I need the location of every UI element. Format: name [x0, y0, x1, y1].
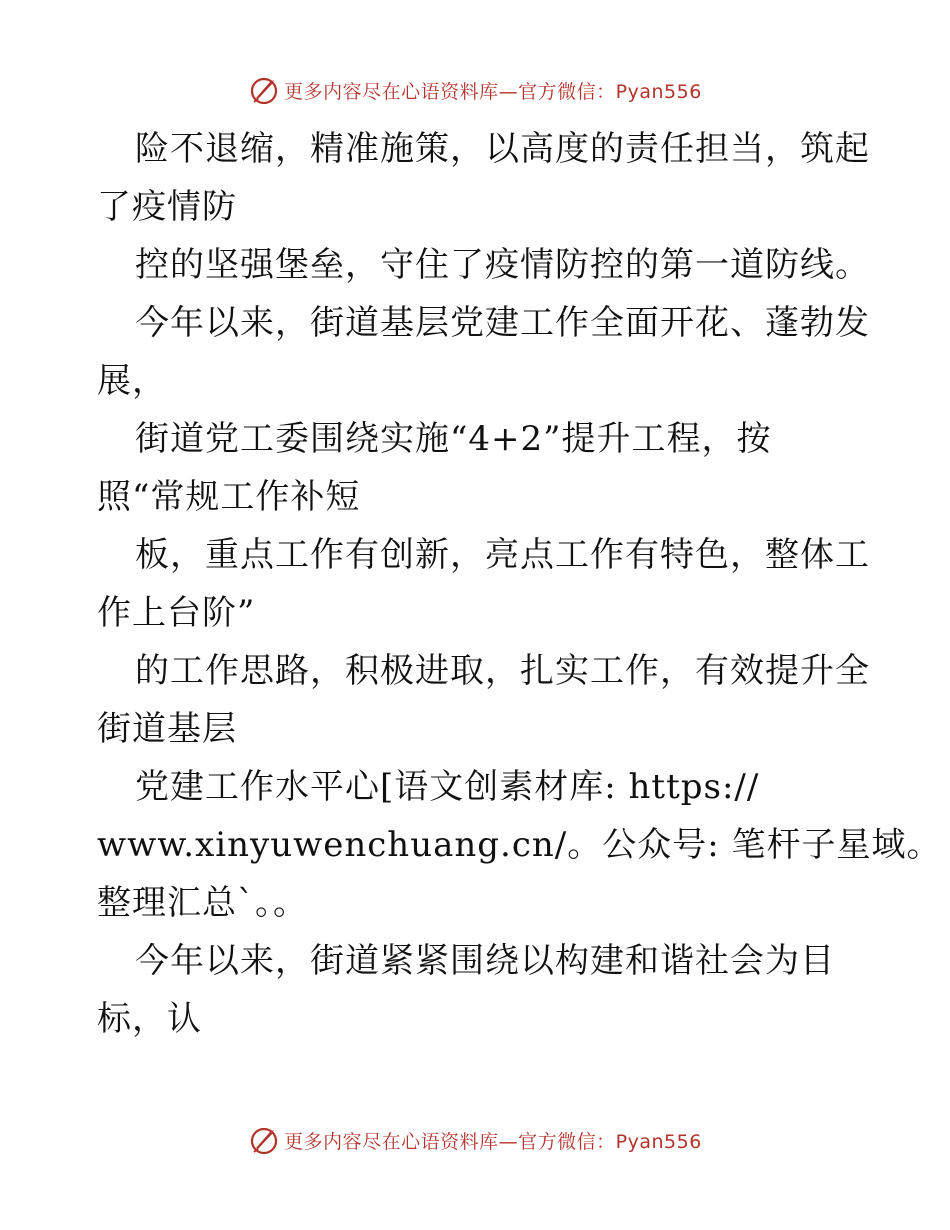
text-line: 党建工作水平心[语文创素材库: https://	[135, 767, 760, 807]
text-line: 作上台阶”	[97, 593, 256, 633]
footer-brand-text: 更多内容尽在心语资料库—官方微信：Pyan556	[284, 1130, 702, 1153]
text-line: 街道党工委围绕实施“4+2”提升工程，按	[135, 419, 772, 459]
text-line: 今年以来，街道紧紧围绕以构建和谐社会为目	[135, 941, 835, 981]
text-line: 板，重点工作有创新，亮点工作有特色，整体工	[135, 535, 870, 575]
quill-pen-logo-icon	[248, 1124, 280, 1156]
text-line: 险不退缩，精准施策，以高度的责任担当，筑起	[135, 129, 870, 169]
text-line: 整理汇总`。。	[97, 883, 308, 923]
footer-banner	[0, 1120, 950, 1160]
text-line: 展，	[97, 361, 167, 401]
text-line: 了疫情防	[97, 187, 237, 227]
quill-pen-logo-icon	[248, 74, 280, 106]
text-line: 街道基层	[97, 709, 237, 749]
text-line: 的工作思路，积极进取，扎实工作，有效提升全	[135, 651, 870, 691]
document-body	[97, 120, 942, 1048]
text-line: 今年以来，街道基层党建工作全面开花、蓬勃发	[135, 303, 870, 343]
text-line: 照“常规工作补短	[97, 477, 361, 517]
text-line: www.xinyuwenchuang.cn/。公众号: 笔杆子星域。	[97, 825, 942, 865]
text-line: 标，认	[97, 999, 202, 1039]
text-line: 控的坚强堡垒，守住了疫情防控的第一道防线。	[135, 245, 870, 285]
header-banner	[0, 70, 950, 110]
header-brand-text: 更多内容尽在心语资料库—官方微信：Pyan556	[284, 80, 702, 103]
